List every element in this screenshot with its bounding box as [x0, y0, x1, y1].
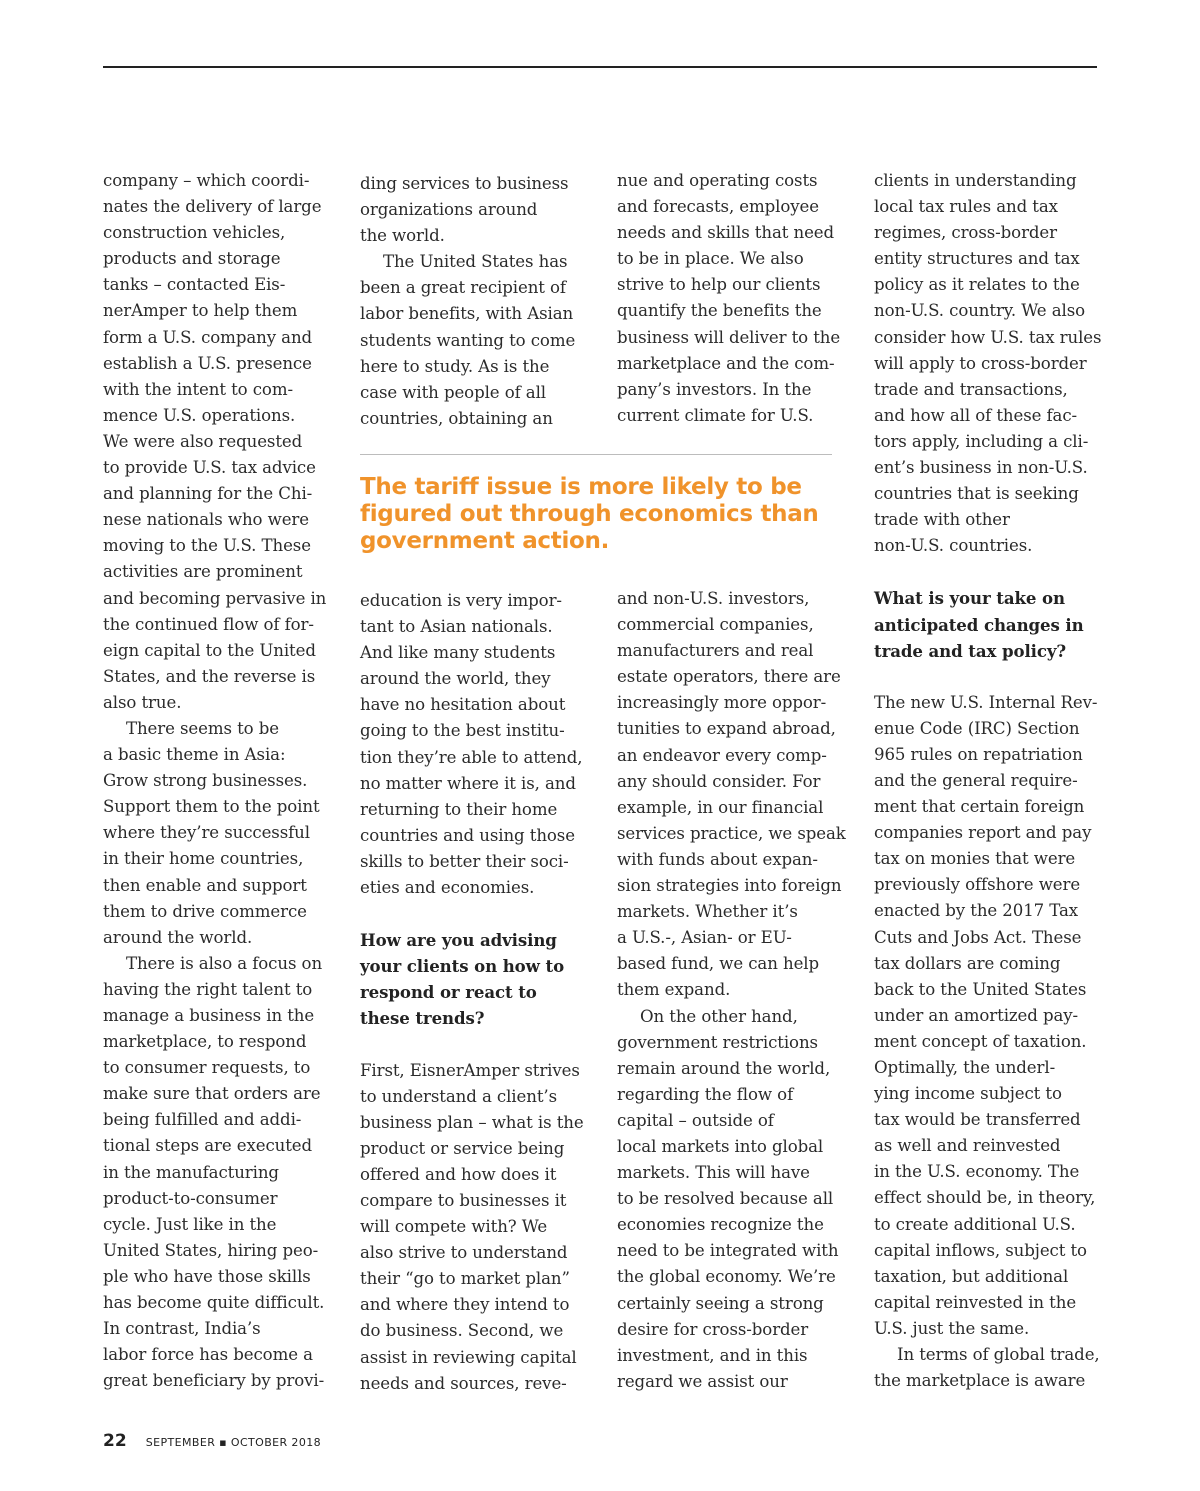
text-line: ying income subject to [874, 1084, 1062, 1104]
text-line: back to the United States [874, 979, 1087, 999]
text-line: strive to help our clients [617, 275, 821, 295]
text-line: tax dollars are coming [874, 953, 1061, 973]
text-line: consider how U.S. tax rules [874, 327, 1102, 347]
text-line: eign capital to the United [103, 640, 316, 660]
question-line: respond or react to [360, 982, 537, 1003]
text-line: policy as it relates to the [874, 275, 1080, 295]
text-line: nese nationals who were [103, 510, 309, 530]
column-3-bottom [617, 586, 845, 1395]
text-line: been a great recipient of [360, 278, 566, 298]
text-line: activities are prominent [103, 562, 303, 582]
text-line: enue Code (IRC) Section [874, 718, 1080, 738]
text-line: a basic theme in Asia: [103, 745, 286, 765]
text-line: compare to businesses it [360, 1190, 567, 1210]
text-line: taxation, but additional [874, 1266, 1069, 1286]
text-line: tional steps are executed [103, 1136, 313, 1156]
text-line: in the manufacturing [103, 1162, 279, 1182]
pullquote-rule [360, 454, 832, 455]
text-line: cycle. Just like in the [103, 1214, 277, 1234]
text-line: assist in reviewing capital [360, 1347, 577, 1367]
text-line: also strive to understand [360, 1243, 568, 1263]
text-line: in the U.S. economy. The [874, 1162, 1080, 1182]
text-line: has become quite difficult. [103, 1293, 325, 1313]
text-line: countries and using those [360, 825, 575, 845]
text-line: where they’re successful [103, 823, 310, 843]
question-line: your clients on how to [360, 956, 565, 977]
text-line: example, in our financial [617, 797, 824, 817]
text-line: previously offshore were [874, 875, 1081, 895]
text-line: United States, hiring peo- [103, 1240, 319, 1260]
text-line: the world. [360, 226, 445, 246]
text-line: 965 rules on repatriation [874, 744, 1083, 764]
text-line: manufacturers and real [617, 641, 814, 661]
text-line: case with people of all [360, 382, 547, 402]
text-line: mence U.S. operations. [103, 405, 296, 425]
text-line: current climate for U.S. [617, 405, 814, 425]
text-line: around the world. [103, 927, 253, 947]
text-line: ment that certain foreign [874, 797, 1085, 817]
text-line: markets. This will have [617, 1163, 810, 1183]
text-line: offered and how does it [360, 1164, 557, 1184]
header-rule [103, 66, 1097, 68]
text-line: great beneficiary by provi- [103, 1371, 325, 1391]
text-line: and becoming pervasive in [103, 588, 327, 608]
text-line: sion strategies into foreign [617, 876, 842, 896]
text-line: and non-U.S. investors, [617, 589, 810, 608]
text-line: form a U.S. company and [103, 327, 313, 347]
text-line: with funds about expan- [617, 849, 818, 869]
text-line: States, and the reverse is [103, 666, 316, 686]
text-line: ple who have those skills [103, 1266, 311, 1286]
text-line: The United States has [383, 252, 568, 272]
text-line: investment, and in this [617, 1345, 808, 1365]
column-3-top [617, 168, 845, 429]
text-line: product or service being [360, 1138, 565, 1158]
text-line: Cuts and Jobs Act. These [874, 927, 1082, 947]
question-line: What is your take on [874, 588, 1065, 609]
text-line: organizations around [360, 200, 538, 220]
text-line: quantify the benefits the [617, 301, 822, 321]
text-line: any should consider. For [617, 771, 821, 791]
text-line: increasingly more oppor- [617, 693, 827, 713]
text-line: labor benefits, with Asian [360, 304, 574, 324]
text-line: trade with other [874, 510, 1010, 530]
text-line: capital inflows, subject to [874, 1240, 1087, 1260]
text-line: entity structures and tax [874, 249, 1080, 269]
text-line: In terms of global trade, [897, 1345, 1100, 1365]
text-line: enacted by the 2017 Tax [874, 901, 1079, 921]
text-line: countries, obtaining an [360, 408, 553, 428]
text-line: capital reinvested in the [874, 1292, 1077, 1312]
text-line: and how all of these fac- [874, 405, 1078, 425]
text-line: effect should be, in theory, [874, 1188, 1096, 1208]
text-line: remain around the world, [617, 1058, 831, 1078]
text-line: tanks – contacted Eis- [103, 275, 286, 295]
text-line: tax on monies that were [874, 849, 1076, 869]
text-line: will apply to cross-border [874, 353, 1087, 373]
text-line: marketplace, to respond [103, 1032, 307, 1052]
text-line: the global economy. We’re [617, 1267, 836, 1287]
text-line: establish a U.S. presence [103, 353, 312, 373]
text-line: to be in place. We also [617, 249, 804, 269]
text-line: Grow strong businesses. [103, 771, 308, 791]
text-line: them expand. [617, 980, 731, 1000]
text-line: nates the delivery of large [103, 197, 322, 217]
text-line: company – which coordi- [103, 171, 310, 190]
question-line: How are you advising [360, 930, 557, 951]
column-4 [874, 168, 1102, 1394]
text-line: and forecasts, employee [617, 197, 819, 217]
text-line: tant to Asian nationals. [360, 617, 553, 637]
text-line: tors apply, including a cli- [874, 431, 1089, 451]
text-line: countries that is seeking [874, 484, 1079, 504]
text-line: an endeavor every comp- [617, 745, 827, 765]
text-line: tion they’re able to attend, [360, 747, 583, 767]
text-line: needs and sources, reve- [360, 1373, 567, 1393]
text-line: to be resolved because all [617, 1189, 834, 1209]
text-line: having the right talent to [103, 979, 313, 999]
text-line: regarding the flow of [617, 1084, 794, 1104]
text-line: students wanting to come [360, 330, 576, 350]
text-line: On the other hand, [640, 1006, 798, 1026]
text-line: their “go to market plan” [360, 1269, 570, 1289]
page-footer [103, 1431, 321, 1455]
text-line: In contrast, India’s [103, 1319, 261, 1339]
text-line: local tax rules and tax [874, 197, 1058, 217]
issue-date: SEPTEMBER ▪ OCTOBER 2018 [145, 1436, 322, 1449]
text-line: services practice, we speak [617, 823, 846, 843]
text-line: with the intent to com- [103, 379, 293, 399]
text-line: local markets into global [617, 1136, 824, 1156]
text-line: nerAmper to help them [103, 301, 298, 321]
text-line: marketplace and the com- [617, 353, 835, 373]
text-line: the continued flow of for- [103, 614, 314, 634]
text-line: needs and skills that need [617, 223, 835, 243]
text-line: products and storage [103, 249, 281, 269]
text-line: education is very impor- [360, 591, 562, 610]
text-line: desire for cross-border [617, 1319, 809, 1339]
text-line: markets. Whether it’s [617, 902, 798, 922]
text-line: to create additional U.S. [874, 1214, 1076, 1234]
text-line: being fulfilled and addi- [103, 1110, 302, 1130]
text-line: eties and economies. [360, 878, 535, 898]
text-line: regimes, cross-border [874, 223, 1057, 243]
text-line: U.S. just the same. [874, 1318, 1030, 1338]
text-line: and planning for the Chi- [103, 484, 313, 504]
question-line: these trends? [360, 1008, 485, 1029]
text-line: ment concept of taxation. [874, 1031, 1087, 1051]
text-line: no matter where it is, and [360, 773, 576, 793]
text-line: construction vehicles, [103, 223, 286, 243]
text-line: First, EisnerAmper strives [360, 1060, 580, 1080]
text-line: based fund, we can help [617, 954, 820, 974]
text-line: capital – outside of [617, 1110, 774, 1130]
text-line: pany’s investors. In the [617, 379, 812, 399]
text-line: here to study. As is the [360, 356, 550, 376]
question-line: trade and tax policy? [874, 640, 1067, 661]
text-line: as well and reinvested [874, 1136, 1061, 1156]
text-line: clients in understanding [874, 171, 1077, 190]
text-line: tunities to expand abroad, [617, 719, 836, 739]
text-line: moving to the U.S. These [103, 536, 311, 556]
text-line: trade and transactions, [874, 379, 1068, 399]
column-1 [103, 168, 331, 1394]
text-line: returning to their home [360, 799, 558, 819]
text-line: There seems to be [126, 718, 279, 738]
text-line: nue and operating costs [617, 171, 818, 190]
text-line: manage a business in the [103, 1006, 315, 1025]
column-2-top [360, 171, 588, 432]
text-line: also true. [103, 692, 182, 712]
pullquote [360, 474, 830, 555]
text-line: We were also requested [103, 431, 303, 451]
text-line: business will deliver to the [617, 327, 841, 347]
text-line: non-U.S. countries. [874, 536, 1033, 556]
text-line: do business. Second, we [360, 1321, 564, 1341]
text-line: and where they intend to [360, 1295, 570, 1315]
text-line: ent’s business in non-U.S. [874, 458, 1088, 478]
text-line: skills to better their soci- [360, 851, 569, 871]
text-line: ding services to business [360, 174, 569, 193]
text-line: under an amortized pay- [874, 1005, 1079, 1025]
text-line: And like many students [360, 643, 556, 663]
text-line: have no hesitation about [360, 695, 566, 715]
text-line: product-to-consumer [103, 1188, 278, 1208]
text-line: There is also a focus on [126, 953, 323, 973]
text-line: going to the best institu- [360, 721, 565, 741]
column-2-bottom [360, 588, 588, 1397]
text-line: labor force has become a [103, 1345, 313, 1365]
text-line: make sure that orders are [103, 1084, 321, 1104]
page-number: 22 [103, 1431, 127, 1451]
pullquote-line: government action. [360, 528, 610, 554]
question-line: anticipated changes in [874, 614, 1084, 635]
text-line: will compete with? We [360, 1217, 548, 1237]
text-line: around the world, they [360, 669, 551, 689]
text-line: the marketplace is aware [874, 1371, 1086, 1391]
text-line: The new U.S. Internal Rev- [874, 692, 1098, 712]
text-line: Support them to the point [103, 797, 320, 817]
text-line: economies recognize the [617, 1215, 824, 1235]
text-line: to provide U.S. tax advice [103, 458, 316, 478]
text-line: non-U.S. country. We also [874, 301, 1086, 321]
text-line: Optimally, the underl- [874, 1058, 1056, 1077]
text-line: estate operators, there are [617, 667, 841, 687]
text-line: then enable and support [103, 875, 307, 895]
text-line: commercial companies, [617, 615, 814, 635]
pullquote-line: figured out through economics than [360, 501, 819, 527]
text-line: regard we assist our [617, 1371, 788, 1391]
text-line: in their home countries, [103, 849, 304, 869]
text-line: companies report and pay [874, 823, 1092, 843]
text-line: business plan – what is the [360, 1112, 584, 1132]
text-line: tax would be transferred [874, 1110, 1081, 1130]
pullquote-line: The tariff issue is more likely to be [360, 474, 802, 500]
text-line: need to be integrated with [617, 1241, 839, 1261]
text-line: government restrictions [617, 1032, 818, 1052]
text-line: to consumer requests, to [103, 1058, 311, 1078]
text-line: and the general require- [874, 770, 1078, 790]
text-line: certainly seeing a strong [617, 1293, 824, 1313]
text-line: a U.S.-, Asian- or EU- [617, 928, 792, 948]
text-line: to understand a client’s [360, 1086, 557, 1106]
text-line: them to drive commerce [103, 901, 307, 921]
